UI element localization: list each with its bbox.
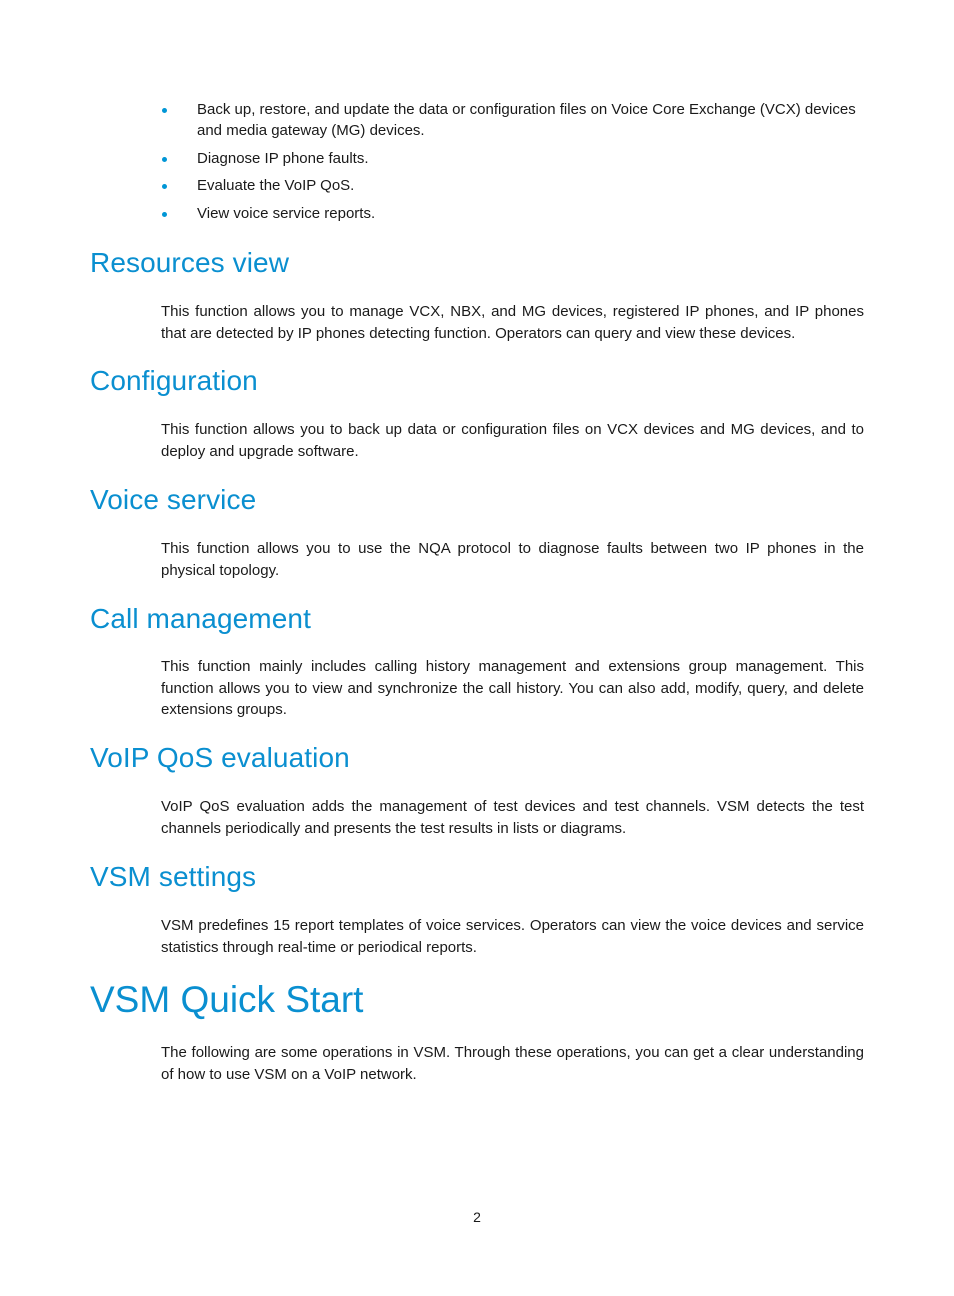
section-resources-view — [90, 246, 864, 344]
section-heading: VoIP QoS evaluation — [90, 742, 350, 773]
bullet-dot-icon — [162, 212, 167, 217]
bullet-item — [160, 99, 864, 141]
section-configuration — [90, 364, 864, 462]
section-heading: Configuration — [90, 365, 258, 396]
page-number: 2 — [473, 1209, 481, 1225]
chapter-paragraph: The following are some operations in VSM. Through these operations, you can get a clear understanding of how to use VSM on a VoIP network. — [161, 1044, 864, 1083]
bullet-text: Diagnose IP phone faults. — [197, 149, 369, 167]
section-voip-qos-evaluation — [90, 741, 864, 839]
bullet-text: View voice service reports. — [197, 204, 376, 222]
section-paragraph: This function allows you to manage VCX, NBX, and MG devices, registered IP phones, and IP phones that are detected by IP phones detecting function. Operators can query and view these devices. — [161, 303, 864, 342]
section-paragraph: VoIP QoS evaluation adds the management of test devices and test channels. VSM detects the test channels periodically and presents the test results in lists or diagrams. — [161, 798, 864, 837]
feature-bullet-list — [160, 99, 864, 230]
bullet-item — [160, 148, 864, 169]
bullet-dot-icon — [162, 108, 167, 113]
section-paragraph: VSM predefines 15 report templates of voice services. Operators can view the voice devices and service statistics through real-time or periodical reports. — [161, 917, 864, 956]
section-heading: Call management — [90, 603, 311, 634]
bullet-item — [160, 175, 864, 196]
section-call-management — [90, 602, 864, 721]
section-voice-service — [90, 483, 864, 581]
bullet-item — [160, 203, 864, 224]
section-paragraph: This function mainly includes calling history management and extensions group management. This function allows you to view and synchronize the call history. You can also add, modify, query, and delete extensions groups. — [161, 658, 864, 718]
section-paragraph: This function allows you to use the NQA protocol to diagnose faults between two IP phones in the physical topology. — [161, 540, 864, 579]
section-heading: Resources view — [90, 247, 290, 278]
bullet-text: Back up, restore, and update the data or configuration files on Voice Core Exchange (VCX) devices and media gateway (MG) devices. — [197, 101, 856, 139]
chapter-vsm-quick-start — [90, 978, 864, 1085]
chapter-heading: VSM Quick Start — [90, 979, 364, 1020]
section-heading: Voice service — [90, 484, 257, 515]
section-vsm-settings — [90, 860, 864, 958]
bullet-dot-icon — [162, 157, 167, 162]
section-paragraph: This function allows you to back up data or configuration files on VCX devices and MG devices, and to deploy and upgrade software. — [161, 421, 864, 460]
bullet-text: Evaluate the VoIP QoS. — [197, 177, 355, 194]
section-heading: VSM settings — [90, 861, 257, 892]
bullet-dot-icon — [162, 184, 167, 189]
